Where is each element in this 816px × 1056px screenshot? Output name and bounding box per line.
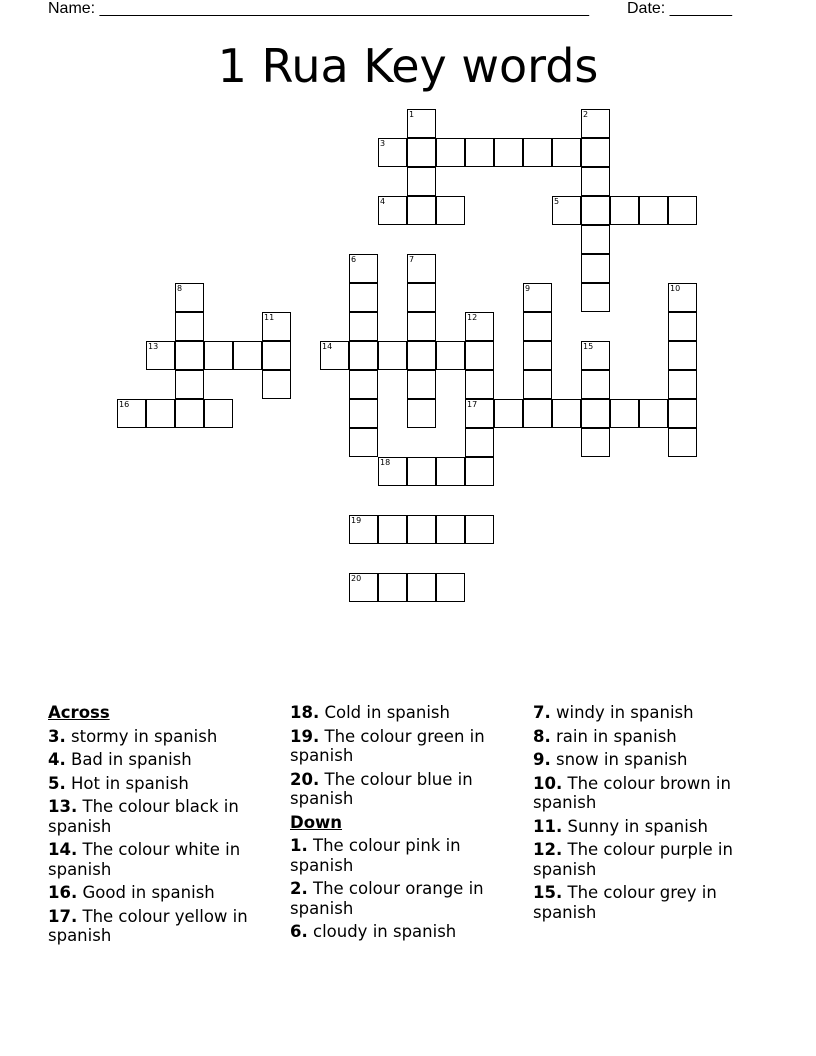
name-field[interactable]: Name: _______________________________________________________ (48, 0, 589, 17)
clue-text: The colour grey in spanish (533, 883, 717, 922)
grid-cell[interactable] (407, 283, 436, 312)
clue-number: 4. (48, 750, 66, 769)
grid-cell[interactable] (465, 457, 494, 486)
clue-item (533, 883, 765, 922)
cell-number: 6 (351, 255, 357, 264)
grid-cell[interactable] (436, 138, 465, 167)
grid-cell[interactable] (465, 312, 494, 341)
clue-item (533, 774, 765, 813)
clue-item (290, 922, 522, 942)
clue-item (290, 836, 522, 875)
grid-cell[interactable] (581, 254, 610, 283)
grid-cell[interactable] (407, 312, 436, 341)
grid-cell[interactable] (378, 515, 407, 544)
grid-cell[interactable] (407, 515, 436, 544)
grid-cell[interactable] (407, 457, 436, 486)
grid-cell[interactable] (639, 399, 668, 428)
clue-number: 20. (290, 769, 320, 789)
clue-text: rain in spanish (556, 726, 677, 746)
grid-cell[interactable] (233, 341, 262, 370)
grid-cell[interactable] (349, 515, 378, 544)
clue-text: Hot in spanish (71, 773, 189, 793)
grid-cell[interactable] (668, 370, 697, 399)
clue-number: 13. (48, 797, 78, 816)
grid-cell[interactable] (175, 312, 204, 341)
cell-number: 4 (380, 197, 386, 206)
page-title: 1 Rua Key words (217, 39, 599, 93)
cell-number: 18 (380, 458, 391, 467)
grid-cell[interactable] (146, 399, 175, 428)
clue-text: stormy in spanish (71, 726, 218, 746)
cell-number: 16 (119, 400, 130, 409)
clue-number: 3. (48, 726, 66, 746)
grid-cell[interactable] (668, 283, 697, 312)
grid-cell[interactable] (668, 312, 697, 341)
grid-cell[interactable] (523, 399, 552, 428)
grid-cell[interactable] (668, 399, 697, 428)
grid-cell[interactable] (581, 138, 610, 167)
grid-cell[interactable] (465, 515, 494, 544)
grid-cell[interactable] (349, 254, 378, 283)
clue-number: 9. (533, 750, 551, 769)
grid-cell[interactable] (465, 138, 494, 167)
clue-item (533, 840, 765, 879)
section-heading: Across (48, 703, 110, 722)
grid-cell[interactable] (465, 399, 494, 428)
grid-cell[interactable] (436, 515, 465, 544)
grid-cell[interactable] (175, 399, 204, 428)
clue-text: The colour blue in spanish (290, 769, 473, 808)
grid-cell[interactable] (407, 138, 436, 167)
clue-item (48, 727, 270, 747)
grid-cell[interactable] (349, 573, 378, 602)
clue-text: The colour black in spanish (48, 797, 239, 836)
grid-cell[interactable] (581, 225, 610, 254)
clue-item (290, 879, 522, 918)
grid-cell[interactable] (349, 399, 378, 428)
cell-number: 14 (322, 342, 333, 351)
clue-text: The colour brown in spanish (533, 773, 731, 812)
grid-cell[interactable] (668, 428, 697, 457)
grid-cell[interactable] (668, 196, 697, 225)
clue-number: 19. (290, 726, 320, 746)
grid-cell[interactable] (175, 283, 204, 312)
grid-cell[interactable] (523, 138, 552, 167)
clue-number: 6. (290, 922, 308, 941)
clue-text: Good in spanish (82, 883, 215, 902)
grid-cell[interactable] (117, 399, 146, 428)
grid-cell[interactable] (407, 341, 436, 370)
cell-number: 1 (409, 110, 415, 119)
grid-cell[interactable] (465, 341, 494, 370)
clue-number: 14. (48, 840, 78, 859)
grid-cell[interactable] (494, 138, 523, 167)
grid-cell[interactable] (407, 254, 436, 283)
clue-item (48, 750, 270, 770)
cell-number: 15 (583, 342, 594, 351)
grid-cell[interactable] (523, 283, 552, 312)
grid-cell[interactable] (552, 399, 581, 428)
grid-cell[interactable] (581, 370, 610, 399)
grid-cell[interactable] (552, 196, 581, 225)
grid-cell[interactable] (262, 341, 291, 370)
clue-text: The colour pink in spanish (290, 836, 461, 875)
clue-text: snow in spanish (556, 750, 688, 769)
clue-item (48, 883, 270, 903)
grid-cell[interactable] (436, 573, 465, 602)
clue-item (48, 840, 270, 879)
clue-text: Bad in spanish (71, 750, 192, 769)
grid-cell[interactable] (378, 138, 407, 167)
grid-cell[interactable] (581, 109, 610, 138)
grid-cell[interactable] (581, 341, 610, 370)
grid-cell[interactable] (610, 399, 639, 428)
grid-cell[interactable] (407, 370, 436, 399)
section-heading: Down (290, 812, 343, 832)
grid-cell[interactable] (407, 167, 436, 196)
grid-cell[interactable] (581, 283, 610, 312)
clue-text: cloudy in spanish (313, 922, 457, 941)
grid-cell[interactable] (407, 573, 436, 602)
grid-cell[interactable] (523, 312, 552, 341)
clue-item (290, 703, 522, 723)
clue-column-3 (533, 703, 765, 926)
clue-number: 18. (290, 703, 320, 722)
cell-number: 17 (467, 400, 478, 409)
grid-cell[interactable] (146, 341, 175, 370)
grid-cell[interactable] (175, 370, 204, 399)
cell-number: 2 (583, 110, 589, 119)
grid-cell[interactable] (378, 341, 407, 370)
grid-cell[interactable] (668, 341, 697, 370)
grid-cell[interactable] (581, 428, 610, 457)
clue-text: Sunny in spanish (567, 816, 708, 836)
grid-cell[interactable] (465, 370, 494, 399)
clue-text: The colour purple in spanish (533, 840, 733, 879)
grid-cell[interactable] (465, 428, 494, 457)
grid-cell[interactable] (407, 399, 436, 428)
cell-number: 5 (554, 197, 560, 206)
cell-number: 10 (670, 284, 681, 293)
clue-item (533, 750, 765, 770)
clue-number: 11. (533, 816, 563, 836)
cell-number: 12 (467, 313, 478, 322)
grid-cell[interactable] (407, 196, 436, 225)
cell-number: 19 (351, 516, 362, 525)
cell-number: 13 (148, 342, 159, 351)
clue-item (290, 770, 522, 809)
clue-number: 5. (48, 773, 66, 793)
cell-number: 9 (525, 284, 531, 293)
grid-cell[interactable] (349, 428, 378, 457)
grid-cell[interactable] (204, 341, 233, 370)
clue-number: 10. (533, 773, 563, 793)
clue-text: The colour white in spanish (48, 840, 241, 879)
grid-cell[interactable] (639, 196, 668, 225)
clue-text: windy in spanish (556, 703, 694, 722)
grid-cell[interactable] (523, 341, 552, 370)
grid-cell[interactable] (552, 138, 581, 167)
grid-cell[interactable] (610, 196, 639, 225)
grid-cell[interactable] (494, 399, 523, 428)
clue-column-2 (290, 703, 522, 946)
clue-text: The colour yellow in spanish (48, 906, 248, 945)
clue-number: 7. (533, 703, 551, 722)
clue-text: The colour green in spanish (290, 726, 485, 765)
grid-cell[interactable] (262, 312, 291, 341)
clue-item (48, 774, 270, 794)
grid-cell[interactable] (349, 312, 378, 341)
clue-number: 2. (290, 879, 308, 898)
grid-cell[interactable] (349, 370, 378, 399)
clue-number: 1. (290, 836, 308, 855)
grid-cell[interactable] (349, 283, 378, 312)
cell-number: 11 (264, 313, 275, 322)
grid-cell[interactable] (523, 370, 552, 399)
clue-item (48, 907, 270, 946)
grid-cell[interactable] (320, 341, 349, 370)
grid-cell[interactable] (407, 109, 436, 138)
grid-cell[interactable] (436, 457, 465, 486)
clue-text: Cold in spanish (324, 703, 450, 722)
grid-cell[interactable] (349, 341, 378, 370)
grid-cell[interactable] (436, 196, 465, 225)
clue-item (290, 727, 522, 766)
grid-cell[interactable] (204, 399, 233, 428)
grid-cell[interactable] (378, 457, 407, 486)
clue-number: 12. (533, 840, 563, 859)
grid-cell[interactable] (581, 399, 610, 428)
cell-number: 20 (351, 574, 362, 583)
cell-number: 3 (380, 139, 386, 148)
date-field[interactable]: Date: _______ (627, 0, 732, 17)
grid-cell[interactable] (436, 341, 465, 370)
clue-number: 17. (48, 906, 78, 926)
clue-number: 15. (533, 883, 563, 902)
clue-item (533, 727, 765, 747)
grid-cell[interactable] (378, 573, 407, 602)
clue-item (533, 703, 765, 723)
grid-cell[interactable] (175, 341, 204, 370)
clue-item (48, 797, 270, 836)
grid-cell[interactable] (262, 370, 291, 399)
cell-number: 8 (177, 284, 183, 293)
grid-cell[interactable] (581, 196, 610, 225)
grid-cell[interactable] (581, 167, 610, 196)
clue-column-1 (48, 703, 270, 950)
clue-number: 16. (48, 883, 78, 902)
clue-text: The colour orange in spanish (290, 879, 484, 918)
cell-number: 7 (409, 255, 415, 264)
grid-cell[interactable] (378, 196, 407, 225)
clue-number: 8. (533, 726, 551, 746)
clue-item (533, 817, 765, 837)
